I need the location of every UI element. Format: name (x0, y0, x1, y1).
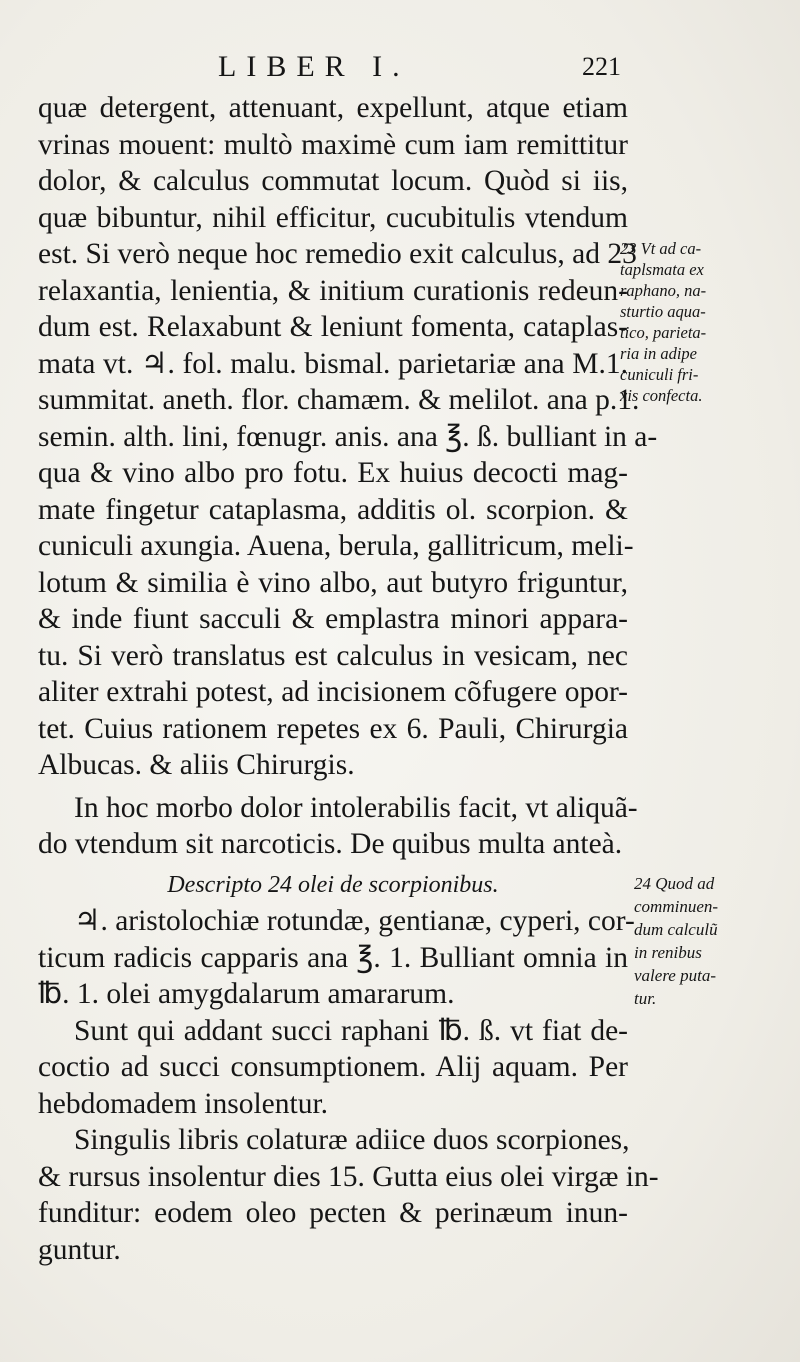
text-line: Sunt qui addant succi raphani ℔. ß. vt fiat de- (74, 1014, 628, 1047)
margin-note-line: 23 Vt ad ca- (620, 239, 702, 258)
margin-note-line: valere puta- (634, 966, 716, 985)
text-line: Albucas. & aliis Chirurgis. (38, 749, 355, 781)
text-line: tu. Si verò translatus est calculus in vesicam, nec (38, 639, 628, 672)
margin-note-line: tico, parieta- (620, 323, 707, 342)
text-line: hebdomadem insolentur. (38, 1087, 329, 1120)
text-line: dum est. Relaxabunt & leniunt fomenta, cataplas- (38, 311, 628, 343)
text-line: In hoc morbo dolor intolerabilis facit, vt aliquã- (74, 791, 638, 824)
text-line: ticum radicis capparis ana ℥. 1. Bulliant omnia in (38, 941, 628, 974)
text-line: Singulis libris colaturæ adiice duos scorpiones, (74, 1124, 630, 1156)
text-line: & rursus insolentur dies 15. Gutta eius olei virgæ in- (38, 1160, 659, 1193)
margin-note-line: in renibus (634, 943, 702, 962)
text-line: tet. Cuius rationem repetes ex 6. Pauli, Chirurgia (38, 712, 628, 745)
margin-note-23 (620, 238, 792, 406)
text-line: semin. alth. lini, fœnugr. anis. ana ℥. ß. bulliant in a- (38, 420, 658, 453)
page-number: 221 (582, 52, 621, 81)
text-line: mate fingetur cataplasma, additis ol. scorpion. & (38, 493, 628, 526)
text-line: summitat. aneth. flor. chamæm. & melilot. ana p.1. (38, 384, 640, 416)
running-title: LIBER I. (218, 50, 410, 83)
text-line: do vtendum sit narcoticis. De quibus multa anteà. (38, 828, 623, 860)
margin-note-line: sturtio aqua- (620, 302, 706, 321)
text-line: dolor, & calculus commutat locum. Quòd si iis, (38, 165, 628, 197)
margin-note-line: dum calculũ (634, 920, 718, 939)
text-line: lotum & similia è vino albo, aut butyro friguntur, (38, 566, 628, 599)
margin-note-24 (634, 872, 794, 1010)
text-line: quæ bibuntur, nihil efficitur, cucubitulis vtendum (38, 201, 628, 234)
text-line: mata vt. ♃. fol. malu. bismal. parietariæ ana M.1. (38, 347, 628, 380)
text-line: cuniculi axungia. Auena, berula, gallitricum, meli- (38, 530, 634, 562)
margin-note-line: cuniculi fri- (620, 365, 699, 384)
margin-note-line: comminuen- (634, 897, 719, 916)
text-line: vrinas mouent: multò maximè cum iam remittitur (38, 128, 628, 161)
text-line: funditur: eodem oleo pecten & perinæum inun- (38, 1197, 628, 1229)
text-line: & inde fiunt sacculi & emplastra minori appara- (38, 603, 628, 635)
margin-note-line: taplsmata ex (620, 260, 704, 279)
text-line: relaxantia, lenientia, & initium curationis redeun- (38, 274, 628, 307)
text-line: quæ detergent, attenuant, expellunt, atque etiam (38, 92, 628, 124)
text-line: guntur. (38, 1233, 121, 1266)
margin-note-line: raphano, na- (620, 281, 707, 300)
margin-note-line: tur. (634, 989, 657, 1008)
page-header (0, 46, 800, 86)
text-line: aliter extrahi potest, ad incisionem cõfugere opor- (38, 676, 628, 708)
text-line: est. Si verò neque hoc remedio exit calculus, ad 23 (38, 238, 637, 270)
text-line: coctio ad succi consumptionem. Alij aquam. Per (38, 1051, 628, 1083)
text-line: ♃. aristolochiæ rotundæ, gentianæ, cyperi, cor- (74, 905, 635, 937)
margin-note-line: 24 Quod ad (634, 874, 715, 893)
text-line: ℔. 1. olei amygdalarum amararum. (38, 978, 455, 1010)
text-line: qua & vino albo pro fotu. Ex huius decocti mag- (38, 457, 628, 489)
margin-note-line: xis confecta. (620, 386, 703, 405)
recipe-heading: Descripto 24 olei de scorpionibus. (167, 871, 499, 898)
margin-note-line: ria in adipe (620, 344, 697, 363)
